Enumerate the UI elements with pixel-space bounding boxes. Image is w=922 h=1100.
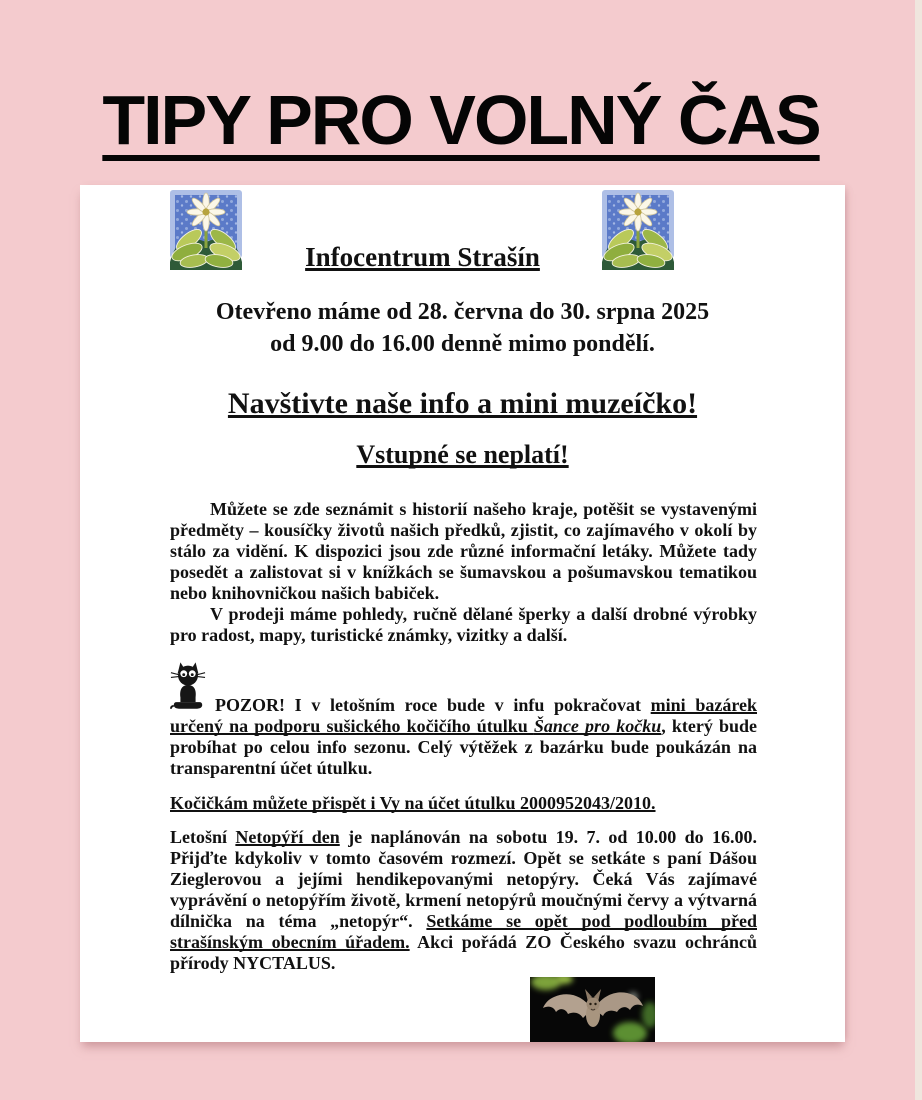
bazaar-paragraph [170,661,757,779]
invite-heading-row [80,385,845,422]
admission-note: Vstupné se neplatí! [356,440,569,469]
poster-title: TIPY PRO VOLNÝ ČAS [102,81,820,159]
bazaar-underlined-lead: mini bazárek určený na podporu sušického kočičího útulku [170,695,758,736]
bat-day-lead: Letošní [170,827,236,847]
bazaar-tail-text: , který bude probíhat po celou info sezonu. Celý výtěžek z bazárku bude poukázán na transparentní účet útulku. [170,716,757,778]
invite-heading: Navštivte naše info a mini muzeíčko! [227,387,698,420]
opening-hours-line1: Otevřeno máme od 28. června do 30. srpna 2025 [215,299,710,325]
bat-day-underlined: Setkáme se opět pod podloubím před strašínským obecním úřadem. [170,911,757,952]
donation-line: Kočičkám můžete přispět i Vy na účet útulku 2000952043/2010. [170,793,656,813]
doc-heading-row [80,241,805,273]
poster-header [0,80,922,160]
flying-bat-photo [530,977,655,1042]
admission-note-row [80,439,845,471]
doc-heading: Infocentrum Strašín [305,242,540,272]
scan-edge [915,0,922,1100]
opening-hours-line2: od 9.00 do 16.00 denně mimo pondělí. [270,331,655,357]
about-paragraph: Můžete se zde seznámit s historií našeho kraje, potěšit se vystavenými předměty – kousíčky životů našich předků, zjistit, co zajímavého v okolí by stálo za vidění. K dispozici jsou zde různé informační letáky. Můžete tady posedět a zalistovat si v knížkách se šumavskou a pošumavskou tematikou nebo knihovničkou našich babiček. [170,499,757,603]
shelter-name: Šance pro kočku [533,716,662,736]
black-cat-icon [170,661,206,711]
document-paper [80,185,845,1042]
opening-hours [80,296,845,360]
bat-day-middle: je naplánován na sobotu 19. 7. od 10.00 do 16.00. Přijďte kdykoliv v tomto časovém rozmezí. Opět se setkáte s paní Dášou Zieglerovou a jejími hendikepovanými netopýry. Čeká Vás zajímavé vyprávění o netopýřím životě, krmení netopýrů moučnými červy a výtvarná dílnička na téma „netopýr“. [170,827,757,931]
bat-day-paragraph [170,827,757,974]
bat-day-tail: Akci pořádá ZO Českého svazu ochránců přírody NYCTALUS. [170,932,757,973]
bat-day-event-name: Netopýří den [235,827,340,847]
shop-paragraph: V prodeji máme pohledy, ručně dělané šperky a další drobné výrobky pro radost, mapy, turistické známky, vizitky a další. [170,604,757,645]
bazaar-lead-text: POZOR! I v letošním roce bude v infu pokračovat [215,695,651,715]
donation-line-row [170,793,757,814]
